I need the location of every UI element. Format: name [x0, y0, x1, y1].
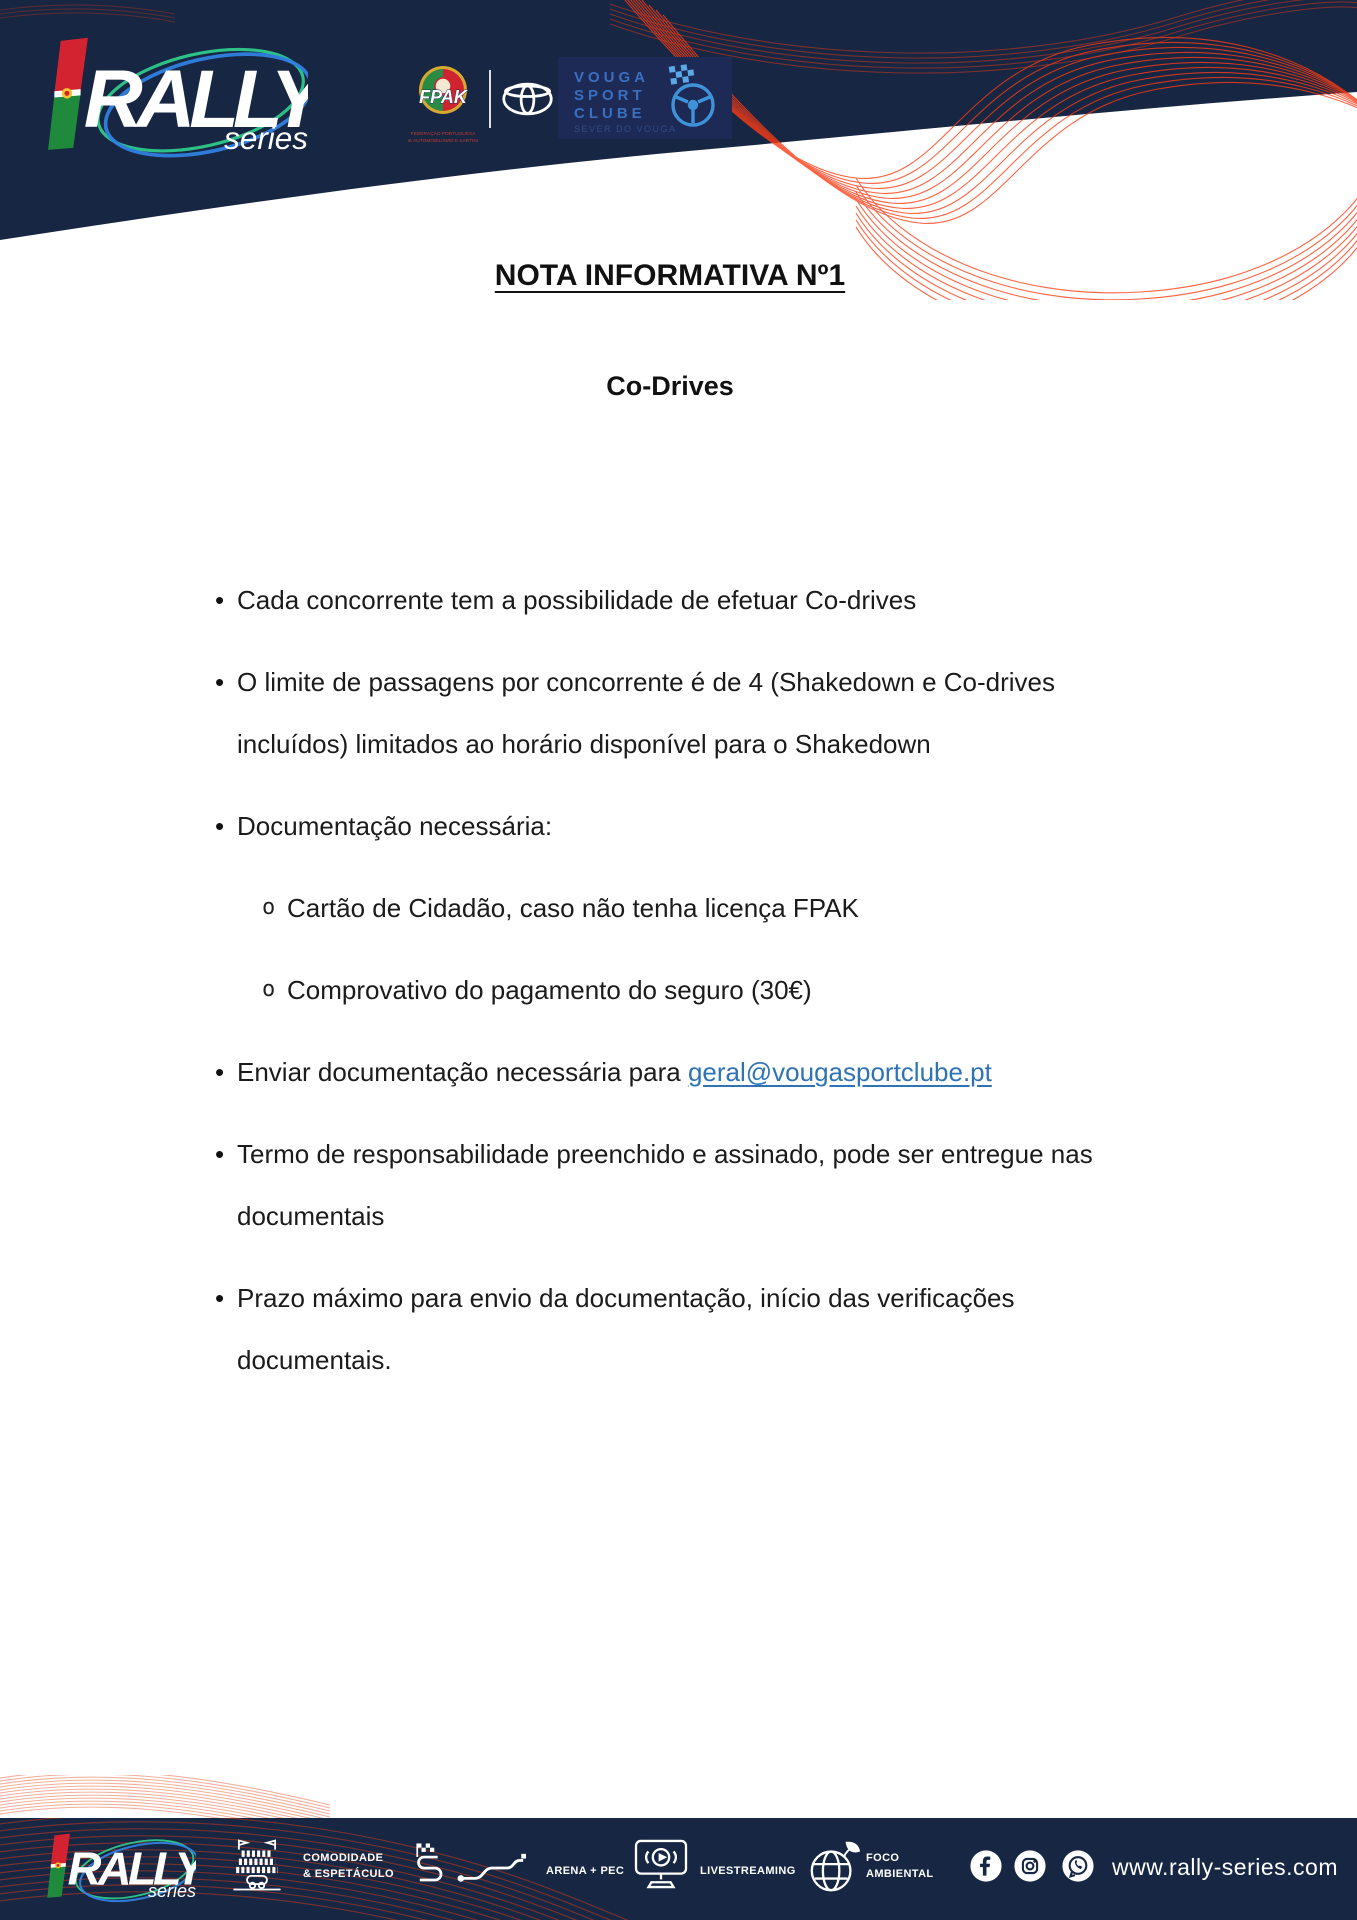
footer-rally-series-logo	[46, 1827, 196, 1908]
instagram-icon	[1013, 1849, 1047, 1883]
website-url: www.rally-series.com	[1112, 1854, 1338, 1880]
list-item-line: Comprovativo do pagamento do seguro (30€)	[287, 975, 812, 1005]
livestreaming-label: LIVESTREAMING	[700, 1865, 796, 1877]
list-item-line: Termo de responsabilidade preenchido e assinado, pode ser entregue nas	[237, 1139, 1093, 1169]
list-item-line: incluídos) limitados ao horário disponível para o Shakedown	[237, 729, 931, 759]
vouga-sport-clube-logo	[558, 57, 732, 139]
list-item-line: Documentação necessária:	[237, 811, 553, 841]
comodidade-label: COMODIDADE & ESPETÁCULO	[303, 1852, 394, 1880]
sub-list-item	[190, 877, 1240, 939]
bullet-marker: •	[215, 1139, 225, 1169]
grandstand-icon	[228, 1837, 286, 1893]
sub-bullet-marker: o	[262, 977, 276, 1002]
whatsapp-icon	[1061, 1849, 1095, 1883]
list-item-line: O limite de passagens por concorrente é de 4 (Shakedown e Co-drives	[237, 667, 1055, 697]
facebook-icon	[969, 1849, 1003, 1883]
list-item	[190, 795, 1240, 857]
globe-leaf-icon	[806, 1839, 862, 1895]
list-item	[190, 1041, 1240, 1103]
list-item	[190, 1123, 1240, 1247]
list-item	[190, 569, 1240, 631]
bullet-marker: •	[215, 585, 225, 615]
sub-list-item	[190, 959, 1240, 1021]
list-item-line	[237, 1041, 1240, 1103]
foco-ambiental-label: FOCO AMBIENTAL	[866, 1852, 934, 1880]
bullet-list	[190, 569, 1240, 1411]
road-icon	[455, 1851, 529, 1885]
logo-divider	[489, 70, 491, 128]
toyota-logo	[501, 81, 554, 117]
list-item	[190, 651, 1240, 775]
fpak-logo	[408, 62, 478, 154]
list-item-line: Cartão de Cidadão, caso não tenha licença FPAK	[287, 893, 859, 923]
document-subtitle: Co-Drives	[606, 371, 734, 401]
list-item	[190, 1267, 1240, 1391]
bullet-marker: •	[215, 667, 225, 697]
bullet-marker: •	[215, 1283, 225, 1313]
bullet-marker: •	[215, 811, 225, 841]
footer-banner	[0, 1775, 1357, 1920]
list-item-line: documentais	[237, 1201, 385, 1231]
list-item-line: Cada concorrente tem a possibilidade de efetuar Co-drives	[237, 585, 917, 615]
arena-pec-label: ARENA + PEC	[546, 1865, 625, 1877]
list-item-line: documentais.	[237, 1345, 392, 1375]
rally-series-logo	[46, 26, 308, 168]
track-icon	[413, 1841, 447, 1885]
email-line-text: Enviar documentação necessária para	[237, 1057, 688, 1087]
bullet-marker: •	[215, 1057, 225, 1087]
email-link[interactable]: geral@vougasportclube.pt	[687, 1057, 992, 1087]
livestream-icon	[634, 1839, 688, 1889]
document-title: NOTA INFORMATIVA Nº1	[494, 259, 846, 292]
sub-bullet-marker: o	[262, 895, 276, 920]
list-item-line: Prazo máximo para envio da documentação, início das verificações	[237, 1283, 1015, 1313]
